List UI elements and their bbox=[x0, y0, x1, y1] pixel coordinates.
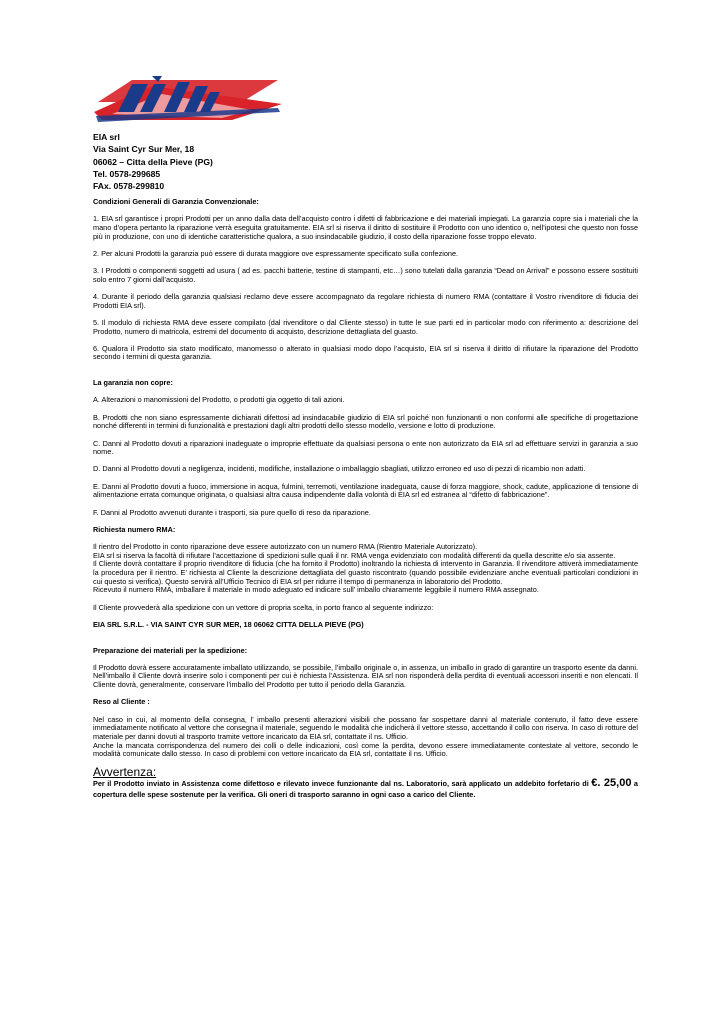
non-copre-item: D. Danni al Prodotto dovuti a negligenza, incidenti, modifiche, installazione o imballaggio sbagliati, utilizzo erroneo ed uso di pezzi di ricambio non adatti. bbox=[93, 464, 586, 474]
cond-item: 1. EIA srl garantisce i propri Prodotti per un anno dalla data dell’acquisto contro i difetti di fabbricazione e dei materiali impiegati. La garanzia copre sia i materiali che la mano d’opera pertanto la riparazione verrà eseguita gratuitamente. EIA srl si riserva il diritto di sostituire il Prodotto con uno identico o, nell’ipotesi che questo non fosse più in produzione, con uno di identiche caratteristiche qualora, a suo insindacabile giudizio, il costo della riparazione fosse troppo elevato. bbox=[93, 214, 638, 241]
cond-item: 4. Durante il periodo della garanzia qualsiasi reclamo deve essere accompagnato da regolare richiesta di numero RMA (contattare il Vostro rivenditore di fiducia dei Prodotti EIA srl). bbox=[93, 291, 638, 310]
reso-line: Nel caso in cui, al momento della consegna, l’ imballo presenti alterazioni visibili che possano far sospettare danni al materiale contenuto, il fatto deve essere immediatamente notificato al vettore che consegna il materiale, seguendo le modalità che indicherà il vettore stesso, accettando il collo con riserva. In caso di rotture del materiale per danni dovuti al trasporto tramite vettore incaricato da EIA srl, contattate il ns. Ufficio. bbox=[93, 714, 638, 741]
rma-line: Il rientro del Prodotto in conto riparazione deve essere autorizzato con un numero RMA (Rientro Materiale Autorizzato). bbox=[93, 542, 478, 552]
company-fax: FAx. 0578-299810 bbox=[93, 181, 165, 192]
non-copre-item: C. Danni al Prodotto dovuti a riparazioni inadeguate o improprie effettuate da qualsiasi persona o ente non autorizzato da EIA srl ad effettuare servizi in garanzia a suo nome. bbox=[93, 438, 638, 457]
rma-line: EIA srl si riserva la facoltà di rifiutare l’accettazione di spedizioni sulle quali il nr. RMA venga evidenziato con modalità differenti da quella descritte e/o sia assente. bbox=[93, 550, 616, 560]
non-copre-item: E. Danni al Prodotto dovuti a fuoco, immersione in acqua, fulmini, terremoti, ventilazione inadeguata, cause di forza maggiore, shock, cadute, applicazione di tensione di alimentazione errata comunque originata, o qualsiasi altra causa indipendente dalla volontà di EIA srl ed estranea al “difetto di fabbricazione”. bbox=[93, 481, 638, 500]
company-name: EIA srl bbox=[93, 132, 120, 142]
company-header bbox=[93, 131, 213, 192]
spedizione-note: Il Cliente provvederà alla spedizione con un vettore di propria scelta, in porto franco al seguente indirizzo: bbox=[93, 602, 434, 612]
rma-section bbox=[93, 543, 638, 595]
avvertenza-amount: €. 25,00 bbox=[591, 776, 632, 789]
avvertenza-text bbox=[93, 778, 638, 800]
company-city: 06062 – Citta della Pieve (PG) bbox=[93, 156, 213, 167]
cond-item: 2. Per alcuni Prodotti la garanzia può essere di durata maggiore ove espressamente specificato sulla confezione. bbox=[93, 248, 459, 258]
reso-title: Reso al Cliente : bbox=[93, 697, 150, 707]
company-address: Via Saint Cyr Sur Mer, 18 bbox=[93, 144, 195, 155]
non-copre-title: La garanzia non copre: bbox=[93, 378, 173, 388]
non-copre-item: A. Alterazioni o manomissioni del Prodotto, o prodotti gia oggetto di tali azioni. bbox=[93, 395, 345, 405]
company-phone: Tel. 0578-299685 bbox=[93, 168, 161, 179]
warranty-document bbox=[93, 198, 638, 800]
company-logo bbox=[92, 72, 284, 126]
cond-item: 5. Il modulo di richiesta RMA deve essere compilato (dal rivenditore o dal Cliente stesso) in tutte le sue parti ed in particolar modo con riferimento a: descrizione del Prodotto, numero di matricola, estremi del documento di acquisto, descrizione dettagliata del guasto. bbox=[93, 317, 638, 336]
non-copre-item: B. Prodotti che non siano espressamente dichiarati difettosi ad insindacabile giudizio di EIA srl poiché non funzionanti o non conformi alle specifiche di progettazione nonché differenti in termini di funzionalità e prestazioni dagli altri prodotti dello stesso modello, versione e lotto di produzione. bbox=[93, 412, 638, 431]
avvertenza-part1: Per il Prodotto inviato in Assistenza come difettoso e rilevato invece funzionante dal ns. Laboratorio, sarà applicato un addebito forfetario di bbox=[93, 778, 592, 788]
cond-title: Condizioni Generali di Garanzia Convenzionale: bbox=[93, 197, 259, 206]
logo-graphic bbox=[94, 76, 282, 122]
rma-line: Ricevuto il numero RMA, imballare il materiale in modo adeguato ed indicare sull’ imballo chiaramente leggibile il numero RMA assegnato. bbox=[93, 585, 539, 595]
non-copre-item: F. Danni al Prodotto avvenuti durante i trasporti, sia pure quello di reso da riparazione. bbox=[93, 507, 371, 517]
cond-item: 3. I Prodotti o componenti soggetti ad usura ( ad es. pacchi batterie, testine di stampanti, etc…) sono tutelati dalla garanzia “Dead on Arrival” e possono essere sostituiti solo entro 7 giorni dall’acquisto. bbox=[93, 266, 638, 284]
avvertenza-title: Avvertenza: bbox=[93, 764, 157, 779]
rma-title: Richiesta numero RMA: bbox=[93, 524, 176, 534]
reso-line: Anche la mancata corrispondenza del numero dei colli o delle indicazioni, così come la perdita, devono essere immediatamente contestate al vettore, secondo le modalità comunicate dallo stesso. In caso di problemi con vettore incaricato da EIA srl, contattate il ns. Ufficio. bbox=[93, 740, 638, 759]
cond-item: 6. Qualora il Prodotto sia stato modificato, manomesso o alterato in qualsiasi modo dopo l’acquisto, EIA srl si riserva il diritto di rifiutare la riparazione del Prodotto secondo i termini di questa garanzia. bbox=[93, 343, 638, 362]
prep-text: Il Prodotto dovrà essere accuratamente imballato utilizzando, se possibile, l’imballo originale o, in assenza, un imballo in grado di garantire un trasporto esente da danni. Nell’imballo il Cliente dovrà inserire solo i componenti per cui è richiesta l’Assistenza. EIA srl non risponderà della perdita di eventuali accessori inseriti e non elencati. Il Cliente dovrà, generalmente, conservare l'imballo del Prodotto per tutto il periodo della Garanzia. bbox=[93, 662, 638, 690]
reso-section bbox=[93, 716, 638, 759]
avvertenza-part2: a copertura delle spese sostenute per la verifica. Gli oneri di trasporto saranno in ogni caso a carico del Cliente. bbox=[93, 778, 638, 799]
prep-title: Preparazione dei materiali per la spedizione: bbox=[93, 645, 248, 655]
return-address: EIA SRL S.R.L. - VIA SAINT CYR SUR MER, 18 06062 CITTA DELLA PIEVE (PG) bbox=[93, 619, 364, 629]
rma-line: Il Cliente dovrà contattare il proprio rivenditore di fiducia (che ha fornito il Prodotto) inoltrando la richiesta di intervento in Garanzia. Il rivenditore attiverà immediatamente la procedura per il rientro. E’ richiesta al Cliente la descrizione dettagliata del guasto riscontrato (quando possibile evidenziare anche eventuali particolari condizioni in cui questo si verifica). Questo servirà all’Ufficio Tecnico di EIA srl per ridurre il tempo di permanenza in laboratorio del Prodotto. bbox=[93, 559, 638, 586]
